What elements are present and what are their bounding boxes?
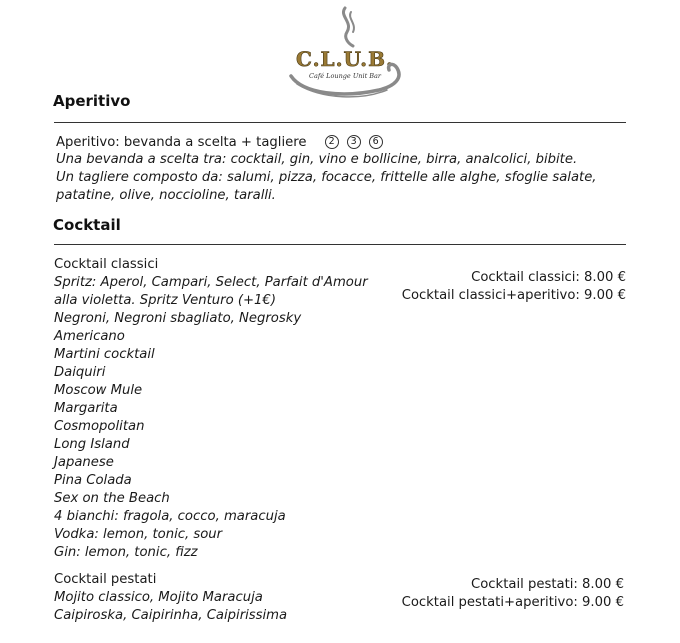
aperitivo-title: Aperitivo <box>53 92 131 110</box>
pestati-label: Cocktail pestati <box>54 572 157 587</box>
list-item: alla violetta. Spritz Venturo (+1€) <box>54 293 276 308</box>
classici-label: Cocktail classici <box>54 257 159 272</box>
cocktail-divider <box>54 244 626 245</box>
list-item: Spritz: Aperol, Campari, Select, Parfait d'Amour <box>54 275 368 290</box>
list-item: Negroni, Negroni sbagliato, Negrosky <box>54 311 302 326</box>
list-item: Margarita <box>54 401 118 416</box>
classici-price: Cocktail classici: 8.00 € <box>471 270 626 285</box>
aperitivo-desc-line: Un tagliere composto da: salumi, pizza, focacce, frittelle alle alghe, sfoglie salate, <box>56 170 597 185</box>
coffee-steam-logo-icon <box>283 6 407 102</box>
allergen-list <box>325 135 383 149</box>
list-item: Caipiroska, Caipirinha, Caipirissima <box>54 608 288 623</box>
list-item: Gin: lemon, tonic, fizz <box>54 545 198 560</box>
list-item: Americano <box>54 329 125 344</box>
list-item: 4 bianchi: fragola, cocco, maracuja <box>54 509 286 524</box>
allergen-badge: 2 <box>325 135 339 149</box>
classici-aperitivo-price: Cocktail classici+aperitivo: 9.00 € <box>401 288 626 303</box>
list-item: Long Island <box>54 437 130 452</box>
cocktail-title: Cocktail <box>53 216 121 234</box>
list-item: Sex on the Beach <box>54 491 170 506</box>
club-logo <box>283 6 407 102</box>
list-item: Cosmopolitan <box>54 419 145 434</box>
logo-subtitle: Café Lounge Unit Bar <box>308 72 382 80</box>
list-item: Moscow Mule <box>54 383 143 398</box>
list-item: Mojito classico, Mojito Maracuja <box>54 590 263 605</box>
pestati-price: Cocktail pestati: 8.00 € <box>471 577 624 592</box>
allergen-badge: 6 <box>369 135 383 149</box>
aperitivo-divider <box>54 122 626 123</box>
aperitivo-desc-line: patatine, olive, noccioline, taralli. <box>56 188 276 203</box>
list-item: Martini cocktail <box>54 347 155 362</box>
logo-text: C.L.U.B. <box>296 47 394 71</box>
list-item: Japanese <box>54 455 114 470</box>
aperitivo-item-label: Aperitivo: bevanda a scelta + tagliere <box>56 135 307 150</box>
list-item: Vodka: lemon, tonic, sour <box>54 527 223 542</box>
classici-list <box>54 274 368 562</box>
aperitivo-item <box>56 134 383 152</box>
aperitivo-desc-line: Una bevanda a scelta tra: cocktail, gin, vino e bollicine, birra, analcolici, bibite. <box>56 152 578 167</box>
pestati-list <box>54 589 287 625</box>
list-item: Pina Colada <box>54 473 132 488</box>
pestati-aperitivo-price: Cocktail pestati+aperitivo: 9.00 € <box>401 595 624 610</box>
allergen-badge: 3 <box>347 135 361 149</box>
list-item: Daiquiri <box>54 365 106 380</box>
